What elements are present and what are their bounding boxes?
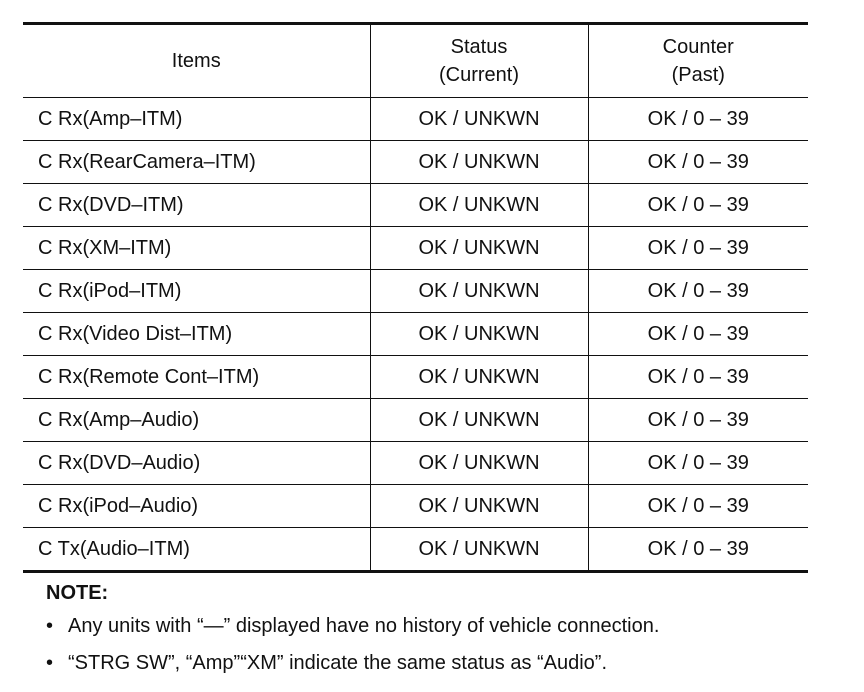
table-row <box>23 356 808 399</box>
table-row <box>23 98 808 141</box>
counter-cell: OK / 0 – 39 <box>588 313 808 356</box>
note-item <box>46 645 808 682</box>
table-row <box>23 313 808 356</box>
diagnosis-status-table <box>23 22 808 573</box>
header-counter-label: Counter <box>662 36 734 58</box>
status-cell: OK / UNKWN <box>370 356 588 399</box>
note-item-text: “STRG SW”, “Amp”“XM” indicate the same status as “Audio”. <box>68 652 608 674</box>
table-row <box>23 399 808 442</box>
counter-cell: OK / 0 – 39 <box>588 442 808 485</box>
header-counter <box>588 24 808 98</box>
header-items <box>23 24 370 98</box>
counter-cell: OK / 0 – 39 <box>588 485 808 528</box>
counter-cell: OK / 0 – 39 <box>588 528 808 572</box>
item-cell: C Tx(Audio–ITM) <box>38 537 190 560</box>
header-status-label: Status <box>450 36 508 58</box>
header-items-label: Items <box>171 50 221 72</box>
table-row <box>23 227 808 270</box>
table-body <box>23 98 808 572</box>
document <box>23 22 808 682</box>
header-status-sublabel: (Current) <box>438 64 519 86</box>
status-cell: OK / UNKWN <box>370 485 588 528</box>
counter-cell: OK / 0 – 39 <box>588 184 808 227</box>
item-cell: C Rx(Amp–ITM) <box>23 98 370 141</box>
item-cell: C Rx(iPod–ITM) <box>23 270 370 313</box>
bullet-icon: • <box>46 615 54 637</box>
status-cell: OK / UNKWN <box>370 98 588 141</box>
counter-cell: OK / 0 – 39 <box>588 270 808 313</box>
item-cell: C Rx(XM–ITM) <box>23 227 370 270</box>
status-cell: OK / UNKWN <box>370 184 588 227</box>
item-cell: C Rx(RearCamera–ITM) <box>23 141 370 184</box>
table-row <box>23 442 808 485</box>
header-status <box>370 24 588 98</box>
bullet-icon: • <box>46 652 54 674</box>
table-row <box>23 528 808 572</box>
item-cell: C Rx(DVD–ITM) <box>23 184 370 227</box>
note-item <box>46 608 808 645</box>
counter-cell: OK / 0 – 39 <box>588 227 808 270</box>
counter-cell: OK / 0 – 39 <box>588 399 808 442</box>
status-cell: OK / UNKWN <box>370 399 588 442</box>
counter-cell: OK / 0 – 39 <box>588 356 808 399</box>
note-list <box>46 608 808 682</box>
note-item-text: Any units with “—” displayed have no history of vehicle connection. <box>68 615 660 637</box>
note-section <box>23 578 808 682</box>
status-cell: OK / UNKWN <box>370 141 588 184</box>
counter-cell: OK / 0 – 39 <box>588 98 808 141</box>
status-cell: OK / UNKWN <box>370 528 588 572</box>
item-cell: C Rx(DVD–Audio) <box>23 442 370 485</box>
status-cell: OK / UNKWN <box>370 227 588 270</box>
status-cell: OK / UNKWN <box>370 270 588 313</box>
counter-cell: OK / 0 – 39 <box>588 141 808 184</box>
table-row <box>23 270 808 313</box>
header-counter-sublabel: (Past) <box>671 64 725 86</box>
item-cell: C Rx(Remote Cont–ITM) <box>23 356 370 399</box>
note-title: NOTE: <box>46 582 109 604</box>
item-cell: C Rx(Video Dist–ITM) <box>23 313 370 356</box>
status-cell: OK / UNKWN <box>370 313 588 356</box>
status-cell: OK / UNKWN <box>370 442 588 485</box>
table-row <box>23 485 808 528</box>
table-row <box>23 184 808 227</box>
table-row <box>23 141 808 184</box>
item-cell: C Rx(iPod–Audio) <box>23 485 370 528</box>
table-header-row <box>23 24 808 98</box>
item-cell: C Rx(Amp–Audio) <box>23 399 370 442</box>
